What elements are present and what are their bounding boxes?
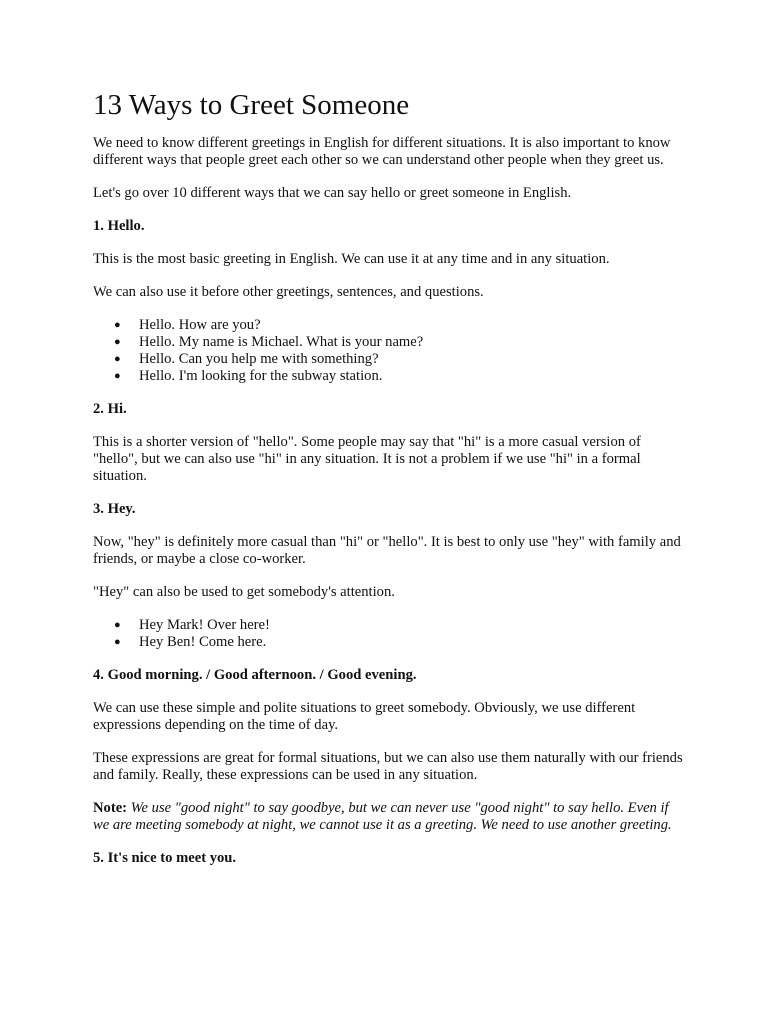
bullet-icon: ●: [114, 619, 121, 631]
list-item-text: Hello. My name is Michael. What is your name?: [139, 334, 424, 350]
section-paragraph: Now, "hey" is definitely more casual than "hi" or "hello". It is best to only use "hey" with family and friends, or maybe a close co-worker.: [93, 534, 681, 567]
section-paragraph: "Hey" can also be used to get somebody's attention.: [93, 584, 395, 600]
list-item: [114, 368, 683, 385]
list-item-text: Hello. I'm looking for the subway station.: [139, 368, 383, 384]
list-item: [114, 617, 683, 634]
list-item: [114, 317, 683, 334]
intro-paragraph: We need to know different greetings in English for different situations. It is also important to know different ways that people greet each other so we can understand other people when they greet us.: [93, 135, 671, 168]
bullet-icon: ●: [114, 636, 121, 648]
section-heading: 3. Hey.: [93, 501, 136, 517]
list-item: [114, 351, 683, 368]
list-item: [114, 334, 683, 351]
list-item-text: Hey Mark! Over here!: [139, 617, 270, 633]
note-label: Note:: [93, 800, 128, 816]
note-paragraph: [93, 800, 683, 834]
example-list: [93, 617, 683, 651]
list-item-text: Hey Ben! Come here.: [139, 634, 267, 650]
document-title: 13 Ways to Greet Someone: [93, 89, 410, 121]
section-heading: 5. It's nice to meet you.: [93, 850, 237, 866]
section-paragraph: These expressions are great for formal situations, but we can also use them naturally with our friends and family. Really, these expressions can be used in any situation.: [93, 750, 683, 783]
section-paragraph: This is the most basic greeting in English. We can use it at any time and in any situation.: [93, 251, 610, 267]
section-paragraph: We can also use it before other greetings, sentences, and questions.: [93, 284, 484, 300]
intro-paragraph: Let's go over 10 different ways that we can say hello or greet someone in English.: [93, 185, 572, 201]
bullet-icon: ●: [114, 336, 121, 348]
bullet-icon: ●: [114, 319, 121, 331]
bullet-icon: ●: [114, 370, 121, 382]
list-item-text: Hello. How are you?: [139, 317, 261, 333]
document-page: [93, 88, 683, 883]
bullet-icon: ●: [114, 353, 121, 365]
section-heading: 1. Hello.: [93, 218, 145, 234]
note-text: We use "good night" to say goodbye, but we can never use "good night" to say hello. Even if we are meeting somebody at night, we cannot use it as a greeting. We need to use another greeting.: [93, 800, 672, 833]
list-item-text: Hello. Can you help me with something?: [139, 351, 379, 367]
section-paragraph: We can use these simple and polite situations to greet somebody. Obviously, we use different expressions depending on the time of day.: [93, 700, 636, 733]
example-list: [93, 317, 683, 385]
section-heading: 2. Hi.: [93, 401, 127, 417]
section-paragraph: This is a shorter version of "hello". Some people may say that "hi" is a more casual version of "hello", but we can also use "hi" in any situation. It is not a problem if we use "hi" in a formal situation.: [93, 434, 641, 484]
section-heading: 4. Good morning. / Good afternoon. / Good evening.: [93, 667, 417, 683]
list-item: [114, 634, 683, 651]
